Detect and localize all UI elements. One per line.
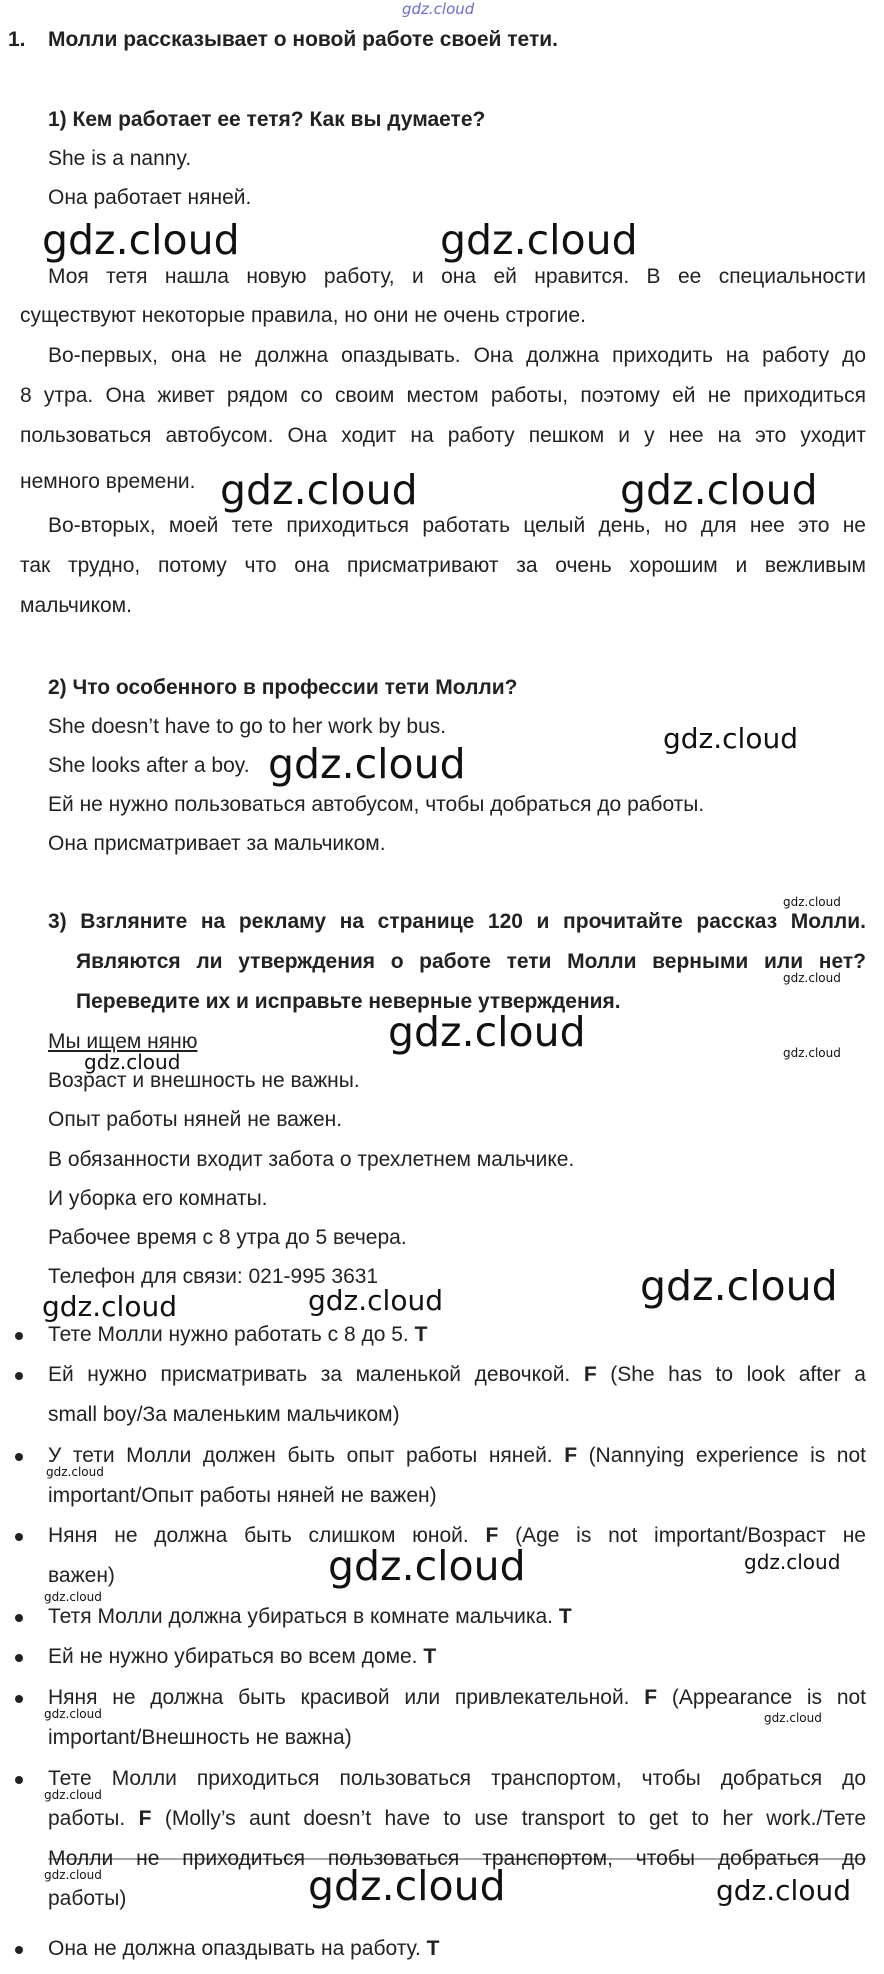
bullet-dot [15,1453,23,1461]
watermark: gdz.cloud [44,1590,102,1604]
watermark: gdz.cloud [46,1465,104,1479]
bullet-line: Тете Молли приходиться пользоваться транспортом, чтобы добраться до [48,1767,866,1790]
watermark: gdz.cloud [42,1290,177,1323]
q1-answer-en: She is a nanny. [48,147,192,170]
verdict: T [414,1323,428,1346]
verdict: T [558,1605,572,1628]
watermark: gdz.cloud [388,1008,586,1056]
bullet-line: small boy/За маленьким мальчиком) [48,1403,400,1426]
q2-line: Она присматривает за мальчиком. [48,832,386,855]
verdict: T [426,1937,440,1960]
bullet-line: Она не должна опаздывать на работу. T [48,1937,440,1960]
verdict: T [423,1645,437,1668]
bullet-line: работы. F (Molly’s aunt doesn’t have to use transport to get to her work./Тете [48,1807,866,1830]
bullet-dot [15,1533,23,1541]
q3-heading-line: Являются ли утверждения о работе тети Молли верными или нет? [76,950,866,973]
watermark: gdz.cloud [308,1284,443,1317]
bullet-line: important/Опыт работы няней не важен) [48,1484,437,1507]
bullet-line: important/Внешность не важна) [48,1726,352,1749]
ad-line: В обязанности входит забота о трехлетнем мальчике. [48,1148,575,1171]
watermark: gdz.cloud [44,1868,102,1882]
story-line: 8 утра. Она живет рядом со своим местом работы, поэтому ей не приходиться [20,384,866,407]
q1-heading: 1) Кем работает ее тетя? Как вы думаете? [48,108,486,131]
bullet-line: Тетя Молли должна убираться в комнате мальчика. T [48,1605,572,1628]
q1-answer-ru: Она работает няней. [48,186,252,209]
watermark: gdz.cloud [44,1788,102,1802]
q2-heading: 2) Что особенного в профессии тети Молли? [48,676,518,699]
bullet-line: Ей не нужно убираться во всем доме. T [48,1645,437,1668]
story-line: Во-первых, она не должна опаздывать. Она должна приходить на работу до [48,344,866,367]
exercise-number: 1. [8,28,26,51]
bullet-line: Няня не должна быть слишком юной. F (Age is not important/Возраст не [48,1524,866,1547]
watermark: gdz.cloud [783,971,841,985]
watermark: gdz.cloud [220,466,418,514]
q3-heading-line: Переведите их и исправьте неверные утверждения. [76,990,621,1013]
watermark: gdz.cloud [764,1711,822,1725]
bullet-line: работы) [48,1887,127,1910]
watermark: gdz.cloud [640,1262,838,1310]
story-line: так трудно, потому что она присматривают за очень хорошим и вежливым [20,554,866,577]
q2-line: She looks after a boy. [48,754,250,777]
q2-line: Ей не нужно пользоваться автобусом, чтобы добраться до работы. [48,793,705,816]
ad-line: И уборка его комнаты. [48,1187,268,1210]
watermark: gdz.cloud [783,1046,841,1060]
bullet-dot [15,1654,23,1662]
bullet-line: Молли не приходиться пользоваться транспортом, чтобы добраться до [48,1847,866,1870]
watermark: gdz.cloud [744,1550,841,1574]
verdict: F [644,1686,658,1709]
bullet-line: важен) [48,1564,115,1587]
bullet-line: Ей нужно присматривать за маленькой девочкой. F (She has to look after a [48,1363,866,1386]
ad-line: Возраст и внешность не важны. [48,1069,360,1092]
bullet-line: Тете Молли нужно работать с 8 до 5. T [48,1323,428,1346]
watermark: gdz.cloud [783,895,841,909]
ad-line: Опыт работы няней не важен. [48,1108,343,1131]
top-watermark: gdz.cloud [402,0,475,18]
ad-line: Телефон для связи: 021-995 3631 [48,1265,379,1288]
watermark: gdz.cloud [42,216,240,264]
story-line: существуют некоторые правила, но они не очень строгие. [20,304,586,327]
bullet-dot [15,1776,23,1784]
watermark: gdz.cloud [268,740,466,788]
ad-title: Мы ищем няню [48,1030,198,1053]
watermark: gdz.cloud [663,722,798,755]
watermark: gdz.cloud [84,1050,181,1074]
verdict: F [564,1444,578,1467]
bullet-dot [15,1695,23,1703]
verdict: F [138,1807,152,1830]
bullet-dot [15,1372,23,1380]
q3-heading-line: 3) Взгляните на рекламу на странице 120 и прочитайте рассказ Молли. [48,910,866,933]
story-line: мальчиком. [20,594,132,617]
watermark: gdz.cloud [308,1862,506,1910]
watermark: gdz.cloud [328,1542,526,1590]
story-line: пользоваться автобусом. Она ходит на работу пешком и у нее на это уходит [20,424,866,447]
watermark: gdz.cloud [44,1707,102,1721]
verdict: F [485,1524,499,1547]
story-line: Моя тетя нашла новую работу, и она ей нравится. В ее специальности [48,265,866,288]
story-line: Во-вторых, моей тете приходиться работать целый день, но для нее это не [48,514,866,537]
watermark: gdz.cloud [716,1874,851,1907]
bullet-line: У тети Молли должен быть опыт работы няней. F (Nannying experience is not [48,1444,866,1467]
watermark: gdz.cloud [440,216,638,264]
exercise-title: Молли рассказывает о новой работе своей тети. [48,28,558,51]
verdict: F [583,1363,597,1386]
ad-line: Рабочее время с 8 утра до 5 вечера. [48,1226,407,1249]
bullet-dot [15,1332,23,1340]
bullet-line: Няня не должна быть красивой или привлекательной. F (Appearance is not [48,1686,867,1709]
bullet-dot [15,1946,23,1954]
q2-line: She doesn’t have to go to her work by bus. [48,715,447,738]
bullet-dot [15,1614,23,1622]
watermark: gdz.cloud [620,466,818,514]
story-line: немного времени. [20,470,196,493]
